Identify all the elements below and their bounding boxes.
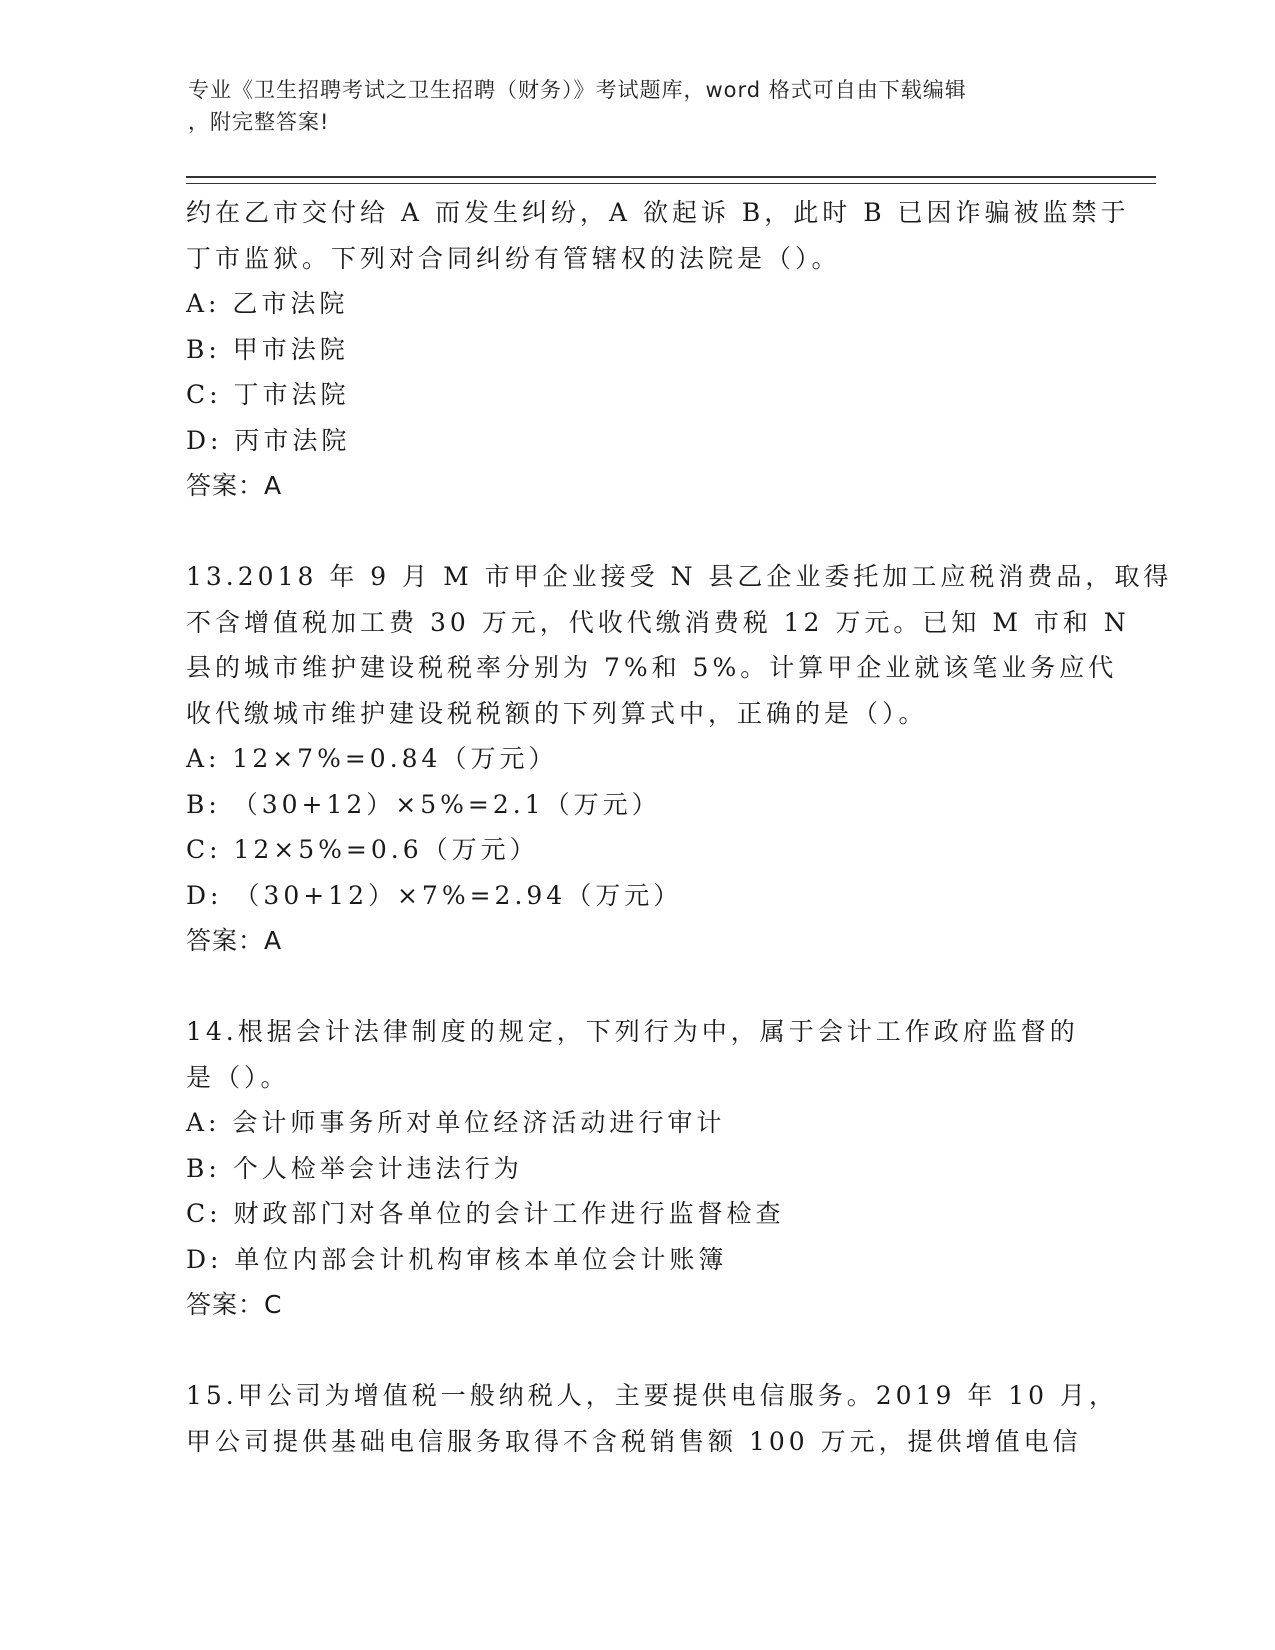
spacer	[186, 1328, 1086, 1374]
question-stem-line: 15.甲公司为增值税一般纳税人，主要提供电信服务。2019 年 10 月，	[186, 1381, 1119, 1410]
question-stem-line: 13.2018 年 9 月 M 市甲企业接受 N 县乙企业委托加工应税消费品，取得	[186, 562, 1173, 591]
answer-line: 答案：A	[186, 471, 283, 500]
option-a: A: 12×7%=0.84（万元）	[186, 744, 558, 773]
spacer	[186, 509, 1086, 555]
spacer	[186, 964, 1086, 1010]
option-c: C: 丁市法院	[186, 380, 350, 409]
option-c: C: 财政部门对各单位的会计工作进行监督检查	[186, 1199, 785, 1228]
option-d: D: 丙市法院	[186, 425, 351, 455]
question-stem-line: 不含增值税加工费 30 万元，代收代缴消费税 12 万元。已知 M 市和 N	[186, 607, 1130, 637]
option-b: B: （30+12）×5%=2.1（万元）	[186, 789, 661, 819]
question-list	[186, 190, 1173, 1464]
question-stem-line: 收代缴城市维护建设税税额的下列算式中，正确的是（）。	[186, 698, 928, 728]
option-d: D: 单位内部会计机构审核本单位会计账簿	[186, 1244, 728, 1274]
header-line: ，附完整答案!	[188, 110, 330, 134]
header-divider	[186, 176, 1156, 184]
question-stem-line: 县的城市维护建设税税率分别为 7%和 5%。计算甲企业就该笔业务应代	[186, 653, 1118, 682]
header-line: 专业《卫生招聘考试之卫生招聘（财务）》考试题库，word 格式可自由下载编辑	[188, 78, 967, 102]
option-b: B: 个人检举会计违法行为	[186, 1153, 523, 1183]
question-stem-line: 丁市监狱。下列对合同纠纷有管辖权的法院是（）。	[186, 243, 841, 273]
question-stem-line: 14.根据会计法律制度的规定，下列行为中，属于会计工作政府监督的	[186, 1017, 1079, 1046]
question-13	[186, 554, 1173, 964]
option-c: C: 12×5%=0.6（万元）	[186, 835, 539, 864]
answer-line: 答案：C	[186, 1290, 283, 1319]
question-stem-line: 约在乙市交付给 A 而发生纠纷，A 欲起诉 B，此时 B 已因诈骗被监禁于	[186, 198, 1130, 227]
question-12	[186, 190, 1130, 509]
option-a: A: 乙市法院	[186, 289, 349, 318]
question-14	[186, 1009, 1086, 1328]
option-d: D: （30+12）×7%=2.94（万元）	[186, 880, 683, 910]
page-header	[188, 74, 1068, 138]
answer-line: 答案：A	[186, 926, 283, 955]
question-stem-line: 甲公司提供基础电信服务取得不含税销售额 100 万元，提供增值电信	[186, 1426, 1082, 1456]
option-b: B: 甲市法院	[186, 334, 349, 364]
option-a: A: 会计师事务所对单位经济活动进行审计	[186, 1108, 726, 1137]
question-15	[186, 1373, 1119, 1464]
question-stem-line: 是（）。	[186, 1062, 290, 1092]
